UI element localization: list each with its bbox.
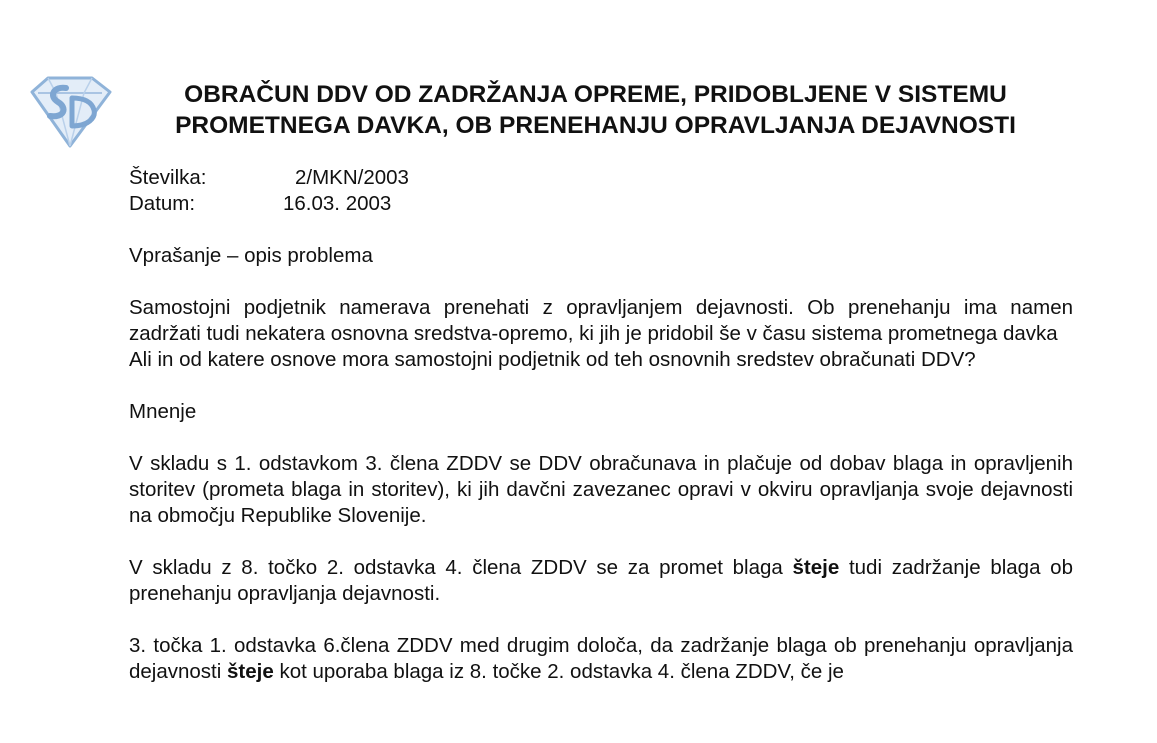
opinion-p2-text-a: V skladu z 8. točko 2. odstavka 4. člena ZDDV se za promet blaga bbox=[129, 556, 793, 579]
number-value: 2/MKN/2003 bbox=[295, 166, 409, 189]
number-label: Številka: bbox=[129, 166, 207, 189]
opinion-p3-emphasis: šteje bbox=[227, 660, 274, 683]
opinion-paragraph-2 bbox=[129, 555, 1073, 607]
opinion-p2-emphasis: šteje bbox=[792, 556, 840, 579]
opinion-p3-text-a: 3. točka 1. odstavka 6.člena ZDDV med drugim določa, da zadržanje blaga ob prenehanju opravljanja dejavnosti bbox=[129, 634, 1073, 683]
opinion-p3-text-b: kot uporaba blaga iz 8. točke 2. odstavka 4. člena ZDDV, če je bbox=[273, 660, 844, 683]
title-line-2: PROMETNEGA DAVKA, OB PRENEHANJU OPRAVLJANJA DEJAVNOSTI bbox=[175, 112, 1016, 139]
date-value: 16.03. 2003 bbox=[283, 192, 392, 215]
opinion-heading: Mnenje bbox=[129, 400, 197, 423]
document-body bbox=[129, 165, 1073, 685]
document-title bbox=[118, 79, 1073, 141]
opinion-p2-text-b: tudi zadržanje blaga ob prenehanju opravljanja dejavnosti. bbox=[129, 556, 1073, 605]
question-paragraph-2: Ali in od katere osnove mora samostojni podjetnik od teh osnovnih sredstev obračunati DDV? bbox=[129, 348, 976, 371]
opinion-paragraph-3 bbox=[129, 633, 1073, 685]
date-label: Datum: bbox=[129, 192, 196, 215]
question-paragraph-1: Samostojni podjetnik namerava prenehati z opravljanjem dejavnosti. Ob prenehanju ima namen zadržati tudi nekatera osnovna sredstva-opremo, ki jih je pridobil še v času sistema prometnega davka bbox=[129, 296, 1073, 345]
opinion-paragraph-1: V skladu s 1. odstavkom 3. člena ZDDV se DDV obračunava in plačuje od dobav blaga in opravljenih storitev (prometa blaga in storitev), ki jih davčni zavezanec opravi v okviru opravljanja svoje dejavnosti na območju Republike Slovenije. bbox=[129, 452, 1073, 527]
date-row bbox=[129, 191, 1073, 217]
question-heading: Vprašanje – opis problema bbox=[129, 244, 373, 267]
number-row bbox=[129, 165, 1073, 191]
sd-logo bbox=[26, 74, 114, 150]
title-line-1: OBRAČUN DDV OD ZADRŽANJA OPREME, PRIDOBLJENE V SISTEMU bbox=[184, 81, 1007, 108]
